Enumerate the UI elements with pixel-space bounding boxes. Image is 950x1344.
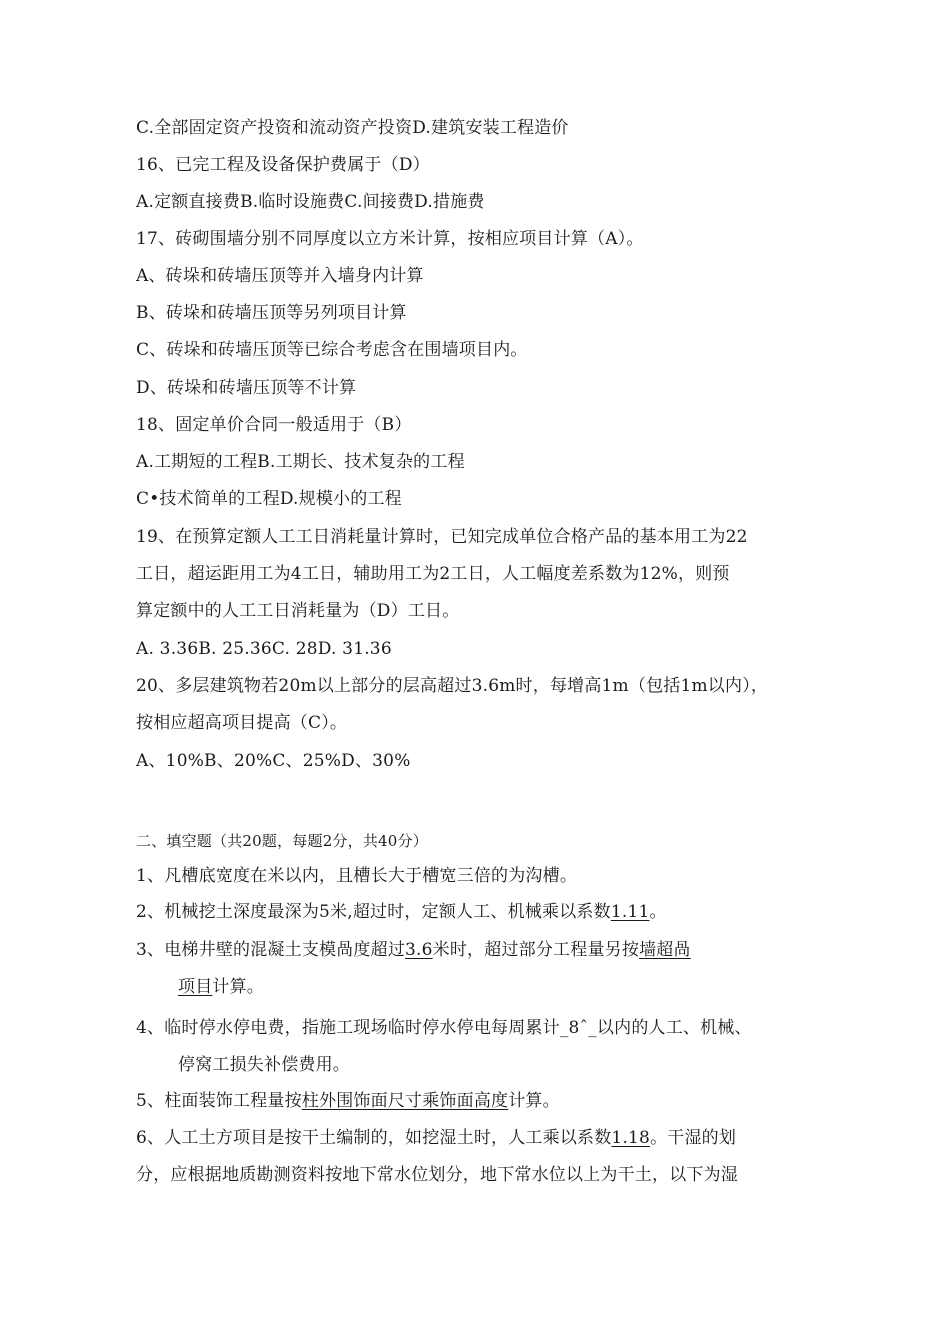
- fill-question-1: 1、凡槽底宽度在米以内，且槽长大于槽宽三倍的为沟槽。: [136, 866, 578, 886]
- fill-question-5: [136, 1089, 560, 1113]
- question-text: 2、机械挖土深度最深为5米,超过时，定额人工、机械乘以系数: [136, 902, 611, 922]
- question-text: 米时，超过部分工程量另按: [432, 940, 640, 960]
- question-text: 3、电梯井壁的混凝土支模咼度超过: [136, 940, 406, 960]
- fill-question-2: [136, 900, 667, 924]
- question-17: 17、砖砌围墙分别不同厚度以立方米计算，按相应项目计算（A）。: [136, 229, 644, 249]
- fill-question-3: [136, 938, 691, 962]
- fill-question-4-continued: 停窝工损失补偿费用。: [178, 1055, 350, 1075]
- question-17-option-c: C、砖垛和砖墙压顶等已综合考虑含在围墙项目内。: [136, 340, 528, 360]
- question-18-options-ab: A.工期短的工程B.工期长、技术复杂的工程: [136, 452, 465, 472]
- question-18-options-cd: C•技术简单的工程D.规模小的工程: [136, 489, 402, 509]
- question-17-option-b: B、砖垛和砖墙压顶等另列项目计算: [136, 303, 407, 323]
- question-16-options: A.定额直接费B.临时设施费C.间接费D.措施费: [136, 192, 485, 212]
- answer: 3.6: [405, 940, 433, 960]
- fill-question-3-continued: [178, 975, 264, 999]
- answer: 柱外围饰面尺寸乘饰面高度: [301, 1091, 509, 1111]
- answer: 1.18: [611, 1128, 651, 1148]
- question-text: 。干湿的划: [650, 1128, 737, 1148]
- question-19-options: A. 3.36B. 25.36C. 28D. 31.36: [136, 639, 392, 659]
- question-text: 。: [649, 902, 667, 922]
- question-text: 计算。: [212, 977, 265, 997]
- fill-question-4: 4、临时停水停电费，指施工现场临时停水停电每周累计_8ˆ_以内的人工、机械、: [136, 1018, 752, 1038]
- question-19-line-2: 工日，超运距用工为4工日，辅助用工为2工日，人工幅度差系数为12%，则预: [136, 564, 730, 584]
- answer: 墙超咼: [639, 940, 691, 960]
- fill-question-6: [136, 1126, 736, 1150]
- question-18: 18、固定单价合同一般适用于（B）: [136, 415, 412, 435]
- question-20-line-2: 按相应超高项目提高（C）。: [136, 713, 348, 733]
- question-17-option-a: A、砖垛和砖墙压顶等并入墙身内计算: [136, 266, 424, 286]
- text-line: C.全部固定资产投资和流动资产投资D.建筑安装工程造价: [136, 118, 569, 138]
- question-19-line-1: 19、在预算定额人工工日消耗量计算时，已知完成单位合格产品的基本用工为22: [136, 527, 748, 547]
- question-text: 5、柱面装饰工程量按: [136, 1091, 302, 1111]
- question-20-line-1: 20、多层建筑物若20m以上部分的层高超过3.6m时，每增高1m（包括1m以内），: [136, 676, 769, 696]
- answer: 1.11: [610, 902, 650, 922]
- question-19-line-3: 算定额中的人工工日消耗量为（D）工日。: [136, 601, 460, 621]
- question-text: 6、人工土方项目是按干土编制的，如挖湿土时，人工乘以系数: [136, 1128, 612, 1148]
- question-17-option-d: D、砖垛和砖墙压顶等不计算: [136, 378, 357, 398]
- question-16: 16、已完工程及设备保护费属于（D）: [136, 155, 430, 175]
- section-heading: 二、填空题（共20题，每题2分，共40分）: [136, 832, 428, 850]
- question-20-options: A、10%B、20%C、25%D、30%: [136, 751, 411, 771]
- fill-question-6-continued: 分，应根据地质勘测资料按地下常水位划分，地下常水位以上为干土，以下为湿: [136, 1165, 738, 1185]
- answer: 项目: [178, 977, 213, 997]
- question-text: 计算。: [508, 1091, 560, 1111]
